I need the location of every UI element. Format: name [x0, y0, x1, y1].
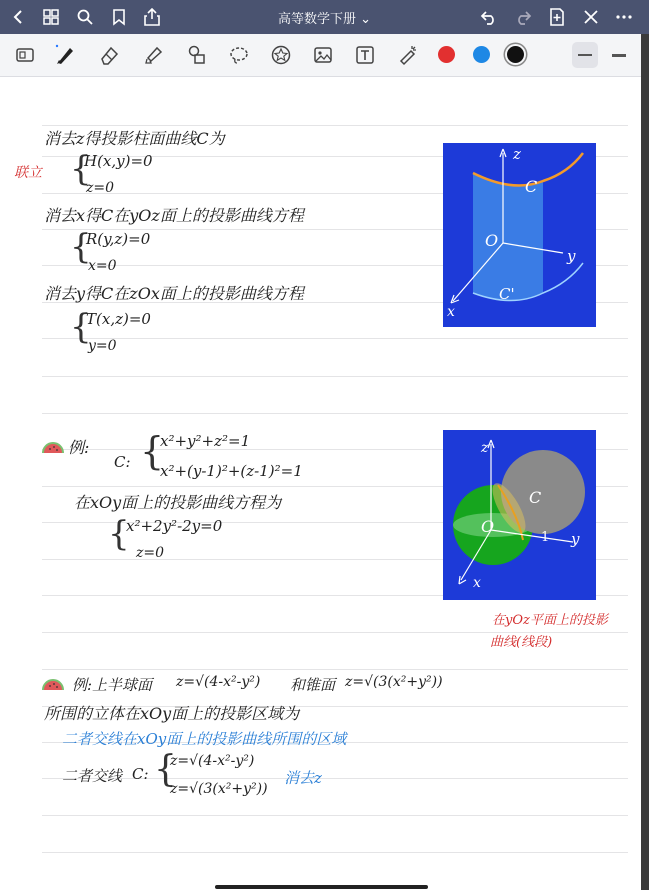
- figure-projection-cylinder: [443, 143, 596, 327]
- ruled-line: [42, 413, 628, 414]
- stroke-width-thin[interactable]: [572, 42, 598, 68]
- blue-annotation: 二者交线在xOy面上的投影曲线所围的区域: [62, 730, 347, 748]
- red-annotation: 在yOz平面上的投影: [492, 613, 608, 628]
- brace-symbol: {: [140, 429, 165, 473]
- equation-line: x=0: [88, 258, 117, 274]
- ruled-line: [42, 338, 628, 339]
- laser-pointer-icon[interactable]: [396, 44, 418, 66]
- equation-line: R(y,z)=0: [86, 230, 151, 248]
- equation-line: z=√(4-x²-y²): [170, 753, 255, 769]
- note-text: 二者交线: [62, 767, 123, 785]
- stroke-width-medium[interactable]: [606, 42, 632, 68]
- example-label: 例:上半球面: [72, 676, 153, 694]
- text-box-icon[interactable]: [354, 44, 376, 66]
- note-heading-project-zox: 消去y得C在zOx面上的投影曲线方程: [44, 284, 304, 303]
- brace-symbol: {: [70, 227, 92, 267]
- highlighter-icon[interactable]: [142, 44, 164, 66]
- image-icon[interactable]: [312, 44, 334, 66]
- add-page-icon[interactable]: [548, 8, 566, 26]
- figure-sphere-intersection: [443, 430, 596, 600]
- blue-color-swatch[interactable]: [473, 46, 490, 63]
- axis-label-x: x: [447, 304, 455, 320]
- blue-annotation: 消去z: [284, 769, 322, 787]
- document-title[interactable]: 高等数学下册 ⌄: [277, 12, 372, 27]
- equation-inline: z=√(3(x²+y²)): [345, 674, 443, 690]
- curve-label-c-prime: C': [499, 285, 515, 303]
- note-page[interactable]: [0, 77, 641, 890]
- tick-label-one: 1: [541, 530, 550, 545]
- ruled-line: [42, 669, 628, 670]
- watermelon-icon: [42, 437, 64, 455]
- more-icon[interactable]: [615, 8, 633, 26]
- ruled-line: [42, 778, 628, 779]
- tools-toolbar: [0, 34, 649, 77]
- figure-sphere-drawing: [443, 430, 596, 600]
- origin-label: O: [485, 231, 499, 250]
- axis-label-y: y: [567, 247, 576, 265]
- pen-tool-icon[interactable]: [54, 44, 76, 66]
- equation-inline: z=√(4-x²-y²): [176, 674, 261, 690]
- page-edge-shadow: [641, 34, 649, 890]
- undo-icon[interactable]: [480, 8, 498, 26]
- origin-label: O: [481, 517, 495, 536]
- close-icon[interactable]: [582, 8, 600, 26]
- note-text: 和锥面: [290, 676, 336, 694]
- note-side-label: 联立: [14, 165, 42, 181]
- equation-line: H(x,y)=0: [84, 152, 153, 170]
- curve-label-c: C: [525, 177, 538, 196]
- ruled-line: [42, 815, 628, 816]
- eraser-icon[interactable]: [98, 44, 120, 66]
- equation-line: y=0: [88, 338, 117, 354]
- equation-line: x²+2y²-2y=0: [126, 517, 223, 535]
- shape-tool-icon[interactable]: [186, 44, 208, 66]
- axis-label-x: x: [473, 575, 481, 591]
- equation-line: x²+(y-1)²+(z-1)²=1: [160, 462, 303, 480]
- top-bar: [0, 0, 649, 34]
- brace-symbol: {: [154, 749, 177, 790]
- note-heading-project-yoz: 消去x得C在yOz面上的投影曲线方程: [44, 206, 304, 225]
- home-indicator: [215, 885, 428, 889]
- equation-line: z=√(3(x²+y²)): [170, 781, 268, 797]
- red-color-swatch[interactable]: [438, 46, 455, 63]
- equation-line: z=0: [86, 180, 115, 196]
- note-line: 所围的立体在xOy面上的投影区域为: [44, 704, 300, 723]
- figure-cylinder-drawing: [443, 143, 596, 327]
- brace-symbol: {: [70, 149, 92, 189]
- scan-icon[interactable]: [14, 44, 36, 66]
- equation-line: z=0: [136, 545, 165, 561]
- curve-label-c: C: [529, 488, 542, 507]
- red-annotation: 曲线(线段): [490, 635, 553, 650]
- axis-label-z: z: [513, 145, 521, 163]
- brace-symbol: {: [70, 307, 92, 347]
- axis-label-y: y: [571, 530, 580, 548]
- brace-symbol: {: [108, 514, 130, 554]
- lasso-icon[interactable]: [228, 44, 250, 66]
- axis-label-z: z: [481, 440, 489, 456]
- ruled-line: [42, 376, 628, 377]
- curve-name: C:: [132, 765, 149, 783]
- equation-line: T(x,z)=0: [86, 310, 151, 328]
- sticker-icon[interactable]: [270, 44, 292, 66]
- redo-icon[interactable]: [514, 8, 532, 26]
- black-color-swatch[interactable]: [507, 46, 524, 63]
- ruled-line: [42, 852, 628, 853]
- note-line: 在xOy面上的投影曲线方程为: [74, 493, 282, 512]
- equation-line: x²+y²+z²=1: [160, 432, 251, 450]
- curve-name: C:: [114, 453, 131, 471]
- watermelon-icon: [42, 674, 64, 692]
- example-label: 例:: [68, 438, 90, 457]
- note-heading-project-xoy: 消去z得投影柱面曲线C为: [44, 129, 225, 148]
